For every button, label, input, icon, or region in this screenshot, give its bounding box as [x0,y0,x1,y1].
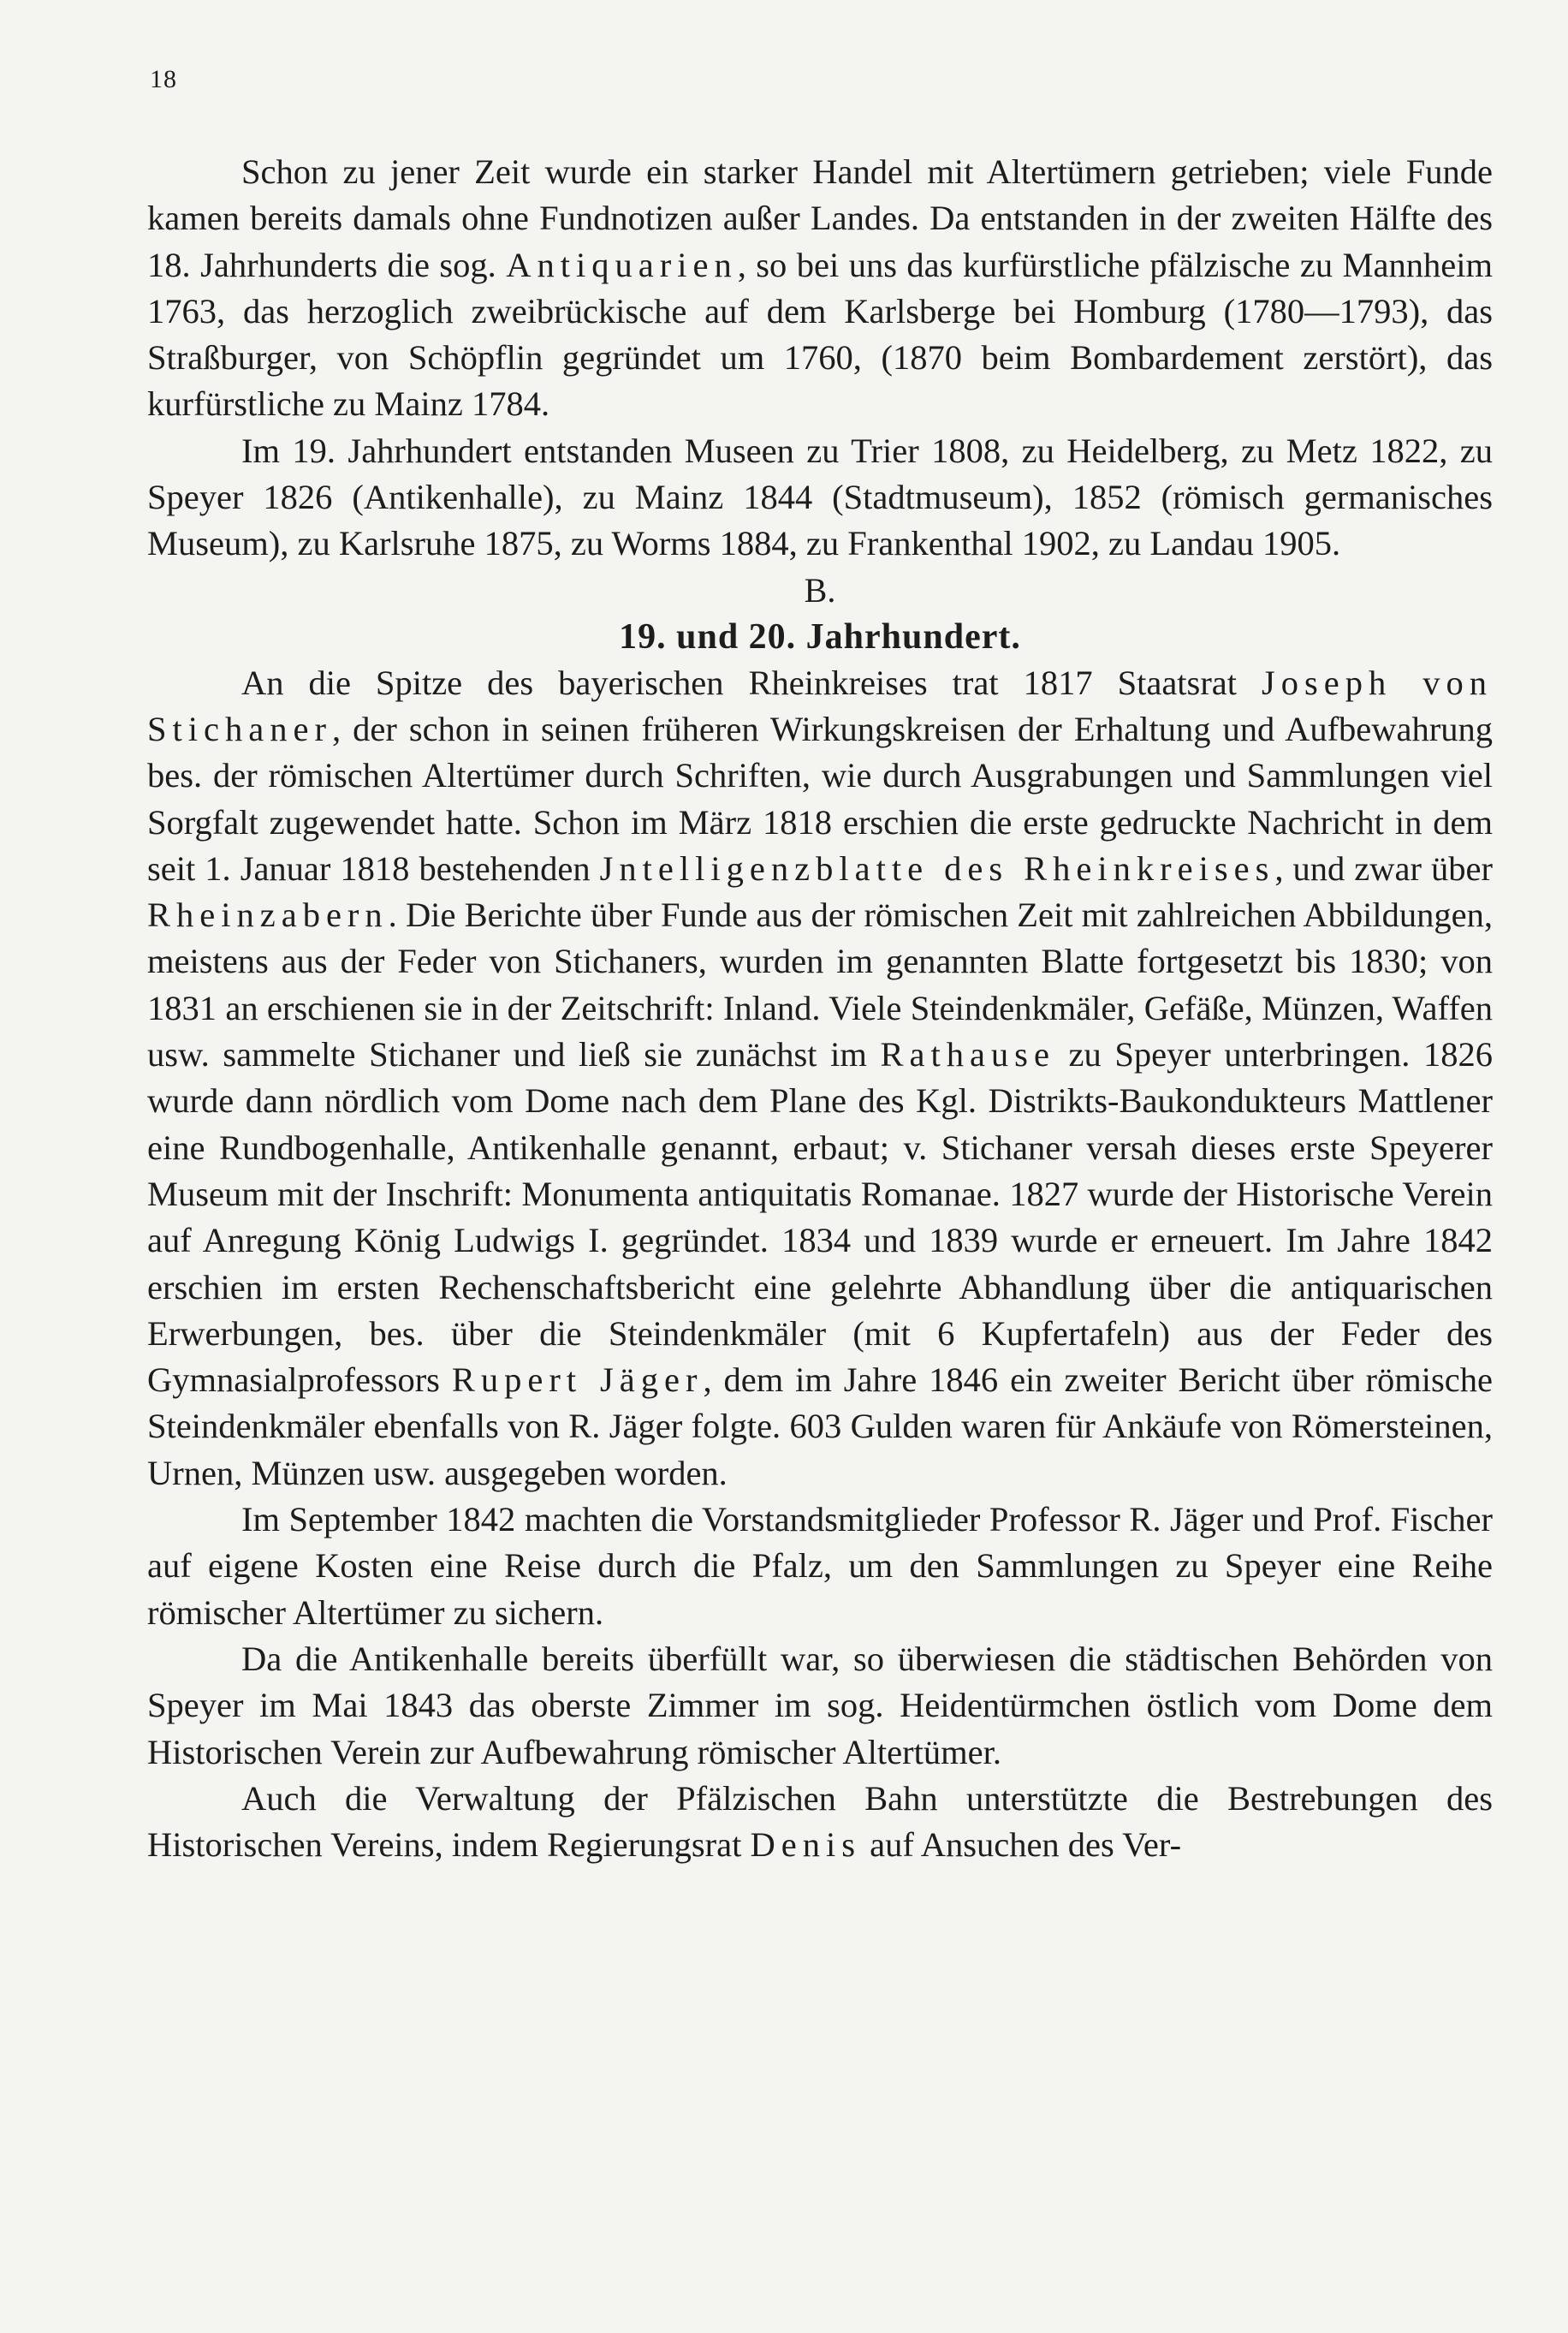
text-run: , dem im Jahre 1846 ein zweiter Bericht über römische Steindenkmäler ebenfalls von R. Jäger folgte. 603 Gulden waren für Ankäufe von Römersteinen, Urnen, Münzen usw. ausgegeben worden. [147,1360,1493,1492]
text-run: An die Spitze des bayerischen Rheinkreises trat 1817 Staatsrat [241,663,1262,702]
spaced-place-rheinzabern: Rheinzabern [147,896,389,935]
spaced-term-antiquarien: Antiquarien [506,245,738,284]
spaced-name-stichaner: Joseph von Stichaner [147,663,1493,748]
paragraph-antiquarien [147,149,1493,428]
text-run: , so bei uns das kurfürstliche pfälzische zu Mannheim 1763, das herzoglich zweibrückische auf dem Karlsberge bei Homburg (1780—1793), das Straßburger, von Schöpflin gegründet um 1760, (1870 beim Bombardement zerstört), das kurfürstliche zu Mainz 1784. [147,245,1493,424]
paragraph-pfaelzische-bahn [147,1776,1493,1869]
paragraph-heidentuermchen: Da die Antikenhalle bereits überfüllt war, so überwiesen die städtischen Behörden von Speyer im Mai 1843 das oberste Zimmer im sog. Heidentürmchen östlich vom Dome dem Historischen Verein zur Aufbewahrung römischer Altertümer. [147,1639,1493,1771]
text-run: Schon zu jener Zeit wurde ein starker Handel mit Altertümern getrieben; viele Funde kamen bereits damals ohne Fundnotizen außer Landes. Da entstanden in der zweiten Hälfte des 18. Jahrhunderts die sog. [147,152,1493,284]
text-run: , der schon in seinen früheren Wirkungskreisen der Erhaltung und Aufbewahrung bes. der römischen Altertümer durch Schriften, wie durch Ausgrabungen und Sammlungen viel Sorgfalt zugewendet hatte. Schon im März 1818 erschien die erste gedruckte Nachricht in dem seit 1. Januar 1818 bestehenden [147,709,1493,888]
text-run: zu Speyer unterbringen. 1826 wurde dann nördlich vom Dome nach dem Plane des Kgl. Distrikts-Baukondukteurs Mattlener eine Rundbogenhalle, Antikenhalle genannt, erbaut; v. Stichaner versah dieses erste Speyerer Museum mit der Inschrift: Monumenta antiquitatis Romanae. 1827 wurde der Historische Verein auf Anregung König Ludwigs I. gegründet. 1834 und 1839 wurde er erneuert. Im Jahre 1842 erschien im ersten Rechenschaftsbericht eine gelehrte Abhandlung über die antiquarischen Erwerbungen, bes. über die Steindenkmäler (mit 6 Kupfertafeln) aus der Feder des Gymnasialprofessors [147,1035,1494,1400]
spaced-term-rathause: Rathause [880,1035,1055,1074]
paragraph-stichaner [147,660,1493,1497]
spaced-name-rupert-jaeger: Rupert Jäger [451,1360,704,1400]
text-run: , und zwar über [1274,848,1493,888]
section-title: 19. und 20. Jahrhundert. [619,616,1021,657]
paragraph-museums-19th-century: Im 19. Jahrhundert entstanden Museen zu Trier 1808, zu Heidelberg, zu Metz 1822, zu Speyer 1826 (Antikenhalle), zu Mainz 1844 (Stadtmuseum), 1852 (römisch germanisches Museum), zu Karlsruhe 1875, zu Worms 1884, zu Frankenthal 1902, zu Landau 1905. [147,431,1493,563]
text-run: Auch die Verwaltung der Pfälzischen Bahn unterstützte die Bestrebungen des Historischen Vereins, indem Regierungsrat [147,1778,1493,1865]
text-run: . Die Berichte über Funde aus der römischen Zeit mit zahlreichen Abbildungen, meistens aus der Feder von Stichaners, wurden im genannten Blatte fortgesetzt bis 1830; von 1831 an erschienen sie in der Zeitschrift: Inland. Viele Steindenkmäler, Gefäße, Münzen, Waffen usw. sammelte Stichaner und ließ sie zunächst im [147,896,1493,1074]
body-text [147,149,1493,1868]
spaced-name-denis: Denis [750,1825,861,1865]
spaced-term-intelligenzblatt: Jntelligenzblatte des Rheinkreises [599,848,1275,888]
section-letter: B. [804,570,836,610]
paragraph-september-1842: Im September 1842 machten die Vorstandsmitglieder Professor R. Jäger und Prof. Fischer auf eigene Kosten eine Reise durch die Pfalz, um den Sammlungen zu Speyer eine Reihe römischer Altertümer zu sichern. [147,1500,1493,1632]
text-run: auf Ansuchen des Ver- [860,1825,1182,1865]
page-number: 18 [150,65,177,93]
